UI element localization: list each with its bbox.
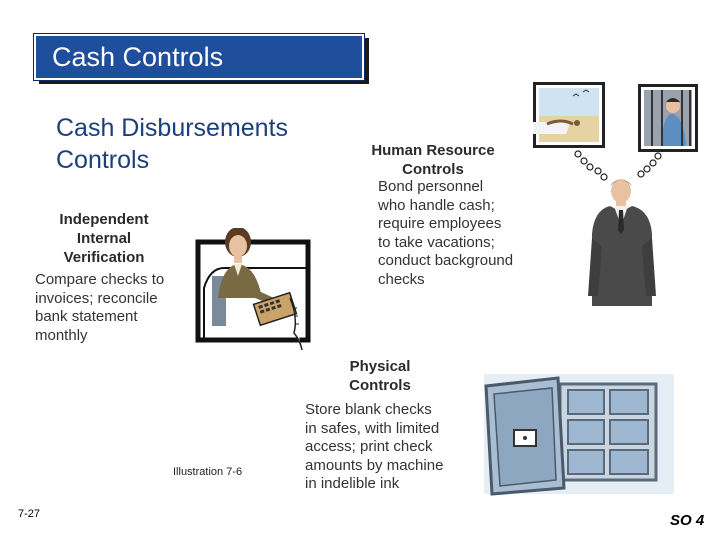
illustration-caption: Illustration 7-6 [173,466,243,478]
heading-line: Physical [349,358,411,375]
heading-line: Controls [349,377,411,394]
heading-line: Controls [402,161,464,178]
body-line: amounts by machine [305,456,444,474]
body-line: access; print check [305,438,433,455]
woman-calculator-icon [190,228,320,353]
independent-verification-heading [50,210,158,267]
body-line: Compare checks to [35,271,165,288]
businessman-icon [570,146,690,310]
subtitle-line-1: Cash Disbursements [56,114,289,142]
independent-verification-body [35,271,164,345]
body-line: to take vacations; [378,233,495,251]
human-resource-body [378,178,513,289]
human-resource-heading [366,141,500,179]
slide-subtitle [56,112,288,176]
study-objective-label: SO 4 [670,512,705,529]
body-line: invoices; reconcile [35,289,158,307]
safe-icon [478,370,678,498]
body-line: Bond personnel [378,178,484,195]
body-line: bank statement [35,308,138,325]
heading-line: Internal [76,230,132,247]
body-line: require employees [378,215,502,232]
physical-controls-body [305,401,443,494]
body-line: who handle cash; [378,196,495,214]
jail-picture-icon [638,84,698,152]
beach-picture-icon [533,82,605,148]
physical-controls-heading [335,357,425,395]
heading-line: Human Resource [371,142,495,159]
slide-number: 7-27 [18,508,41,520]
heading-line: Independent [59,211,149,228]
body-line: Store blank checks [305,401,432,418]
body-line: in safes, with limited [305,419,440,437]
body-line: checks [378,270,425,288]
slide-title-text: Cash Controls [52,41,224,72]
subtitle-line-2: Controls [56,146,150,174]
body-line: in indelible ink [305,475,400,492]
body-line: conduct background [378,252,514,269]
slide-title [34,34,364,80]
heading-line: Verification [63,249,145,266]
body-line: monthly [35,326,88,344]
